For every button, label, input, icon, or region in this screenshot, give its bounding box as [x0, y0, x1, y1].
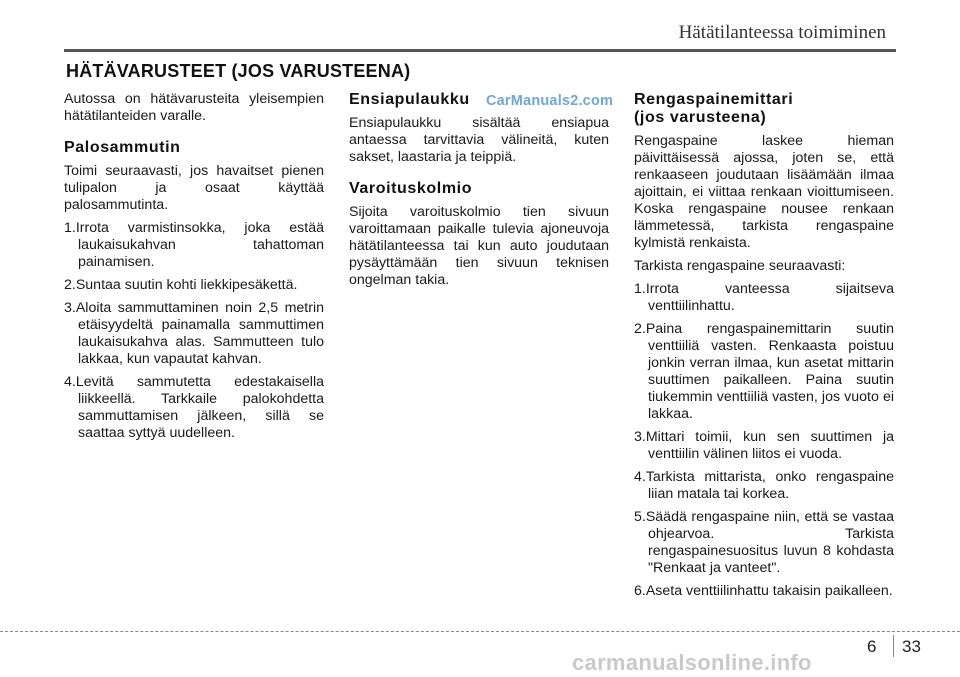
list-item: 5.Säädä rengaspaine niin, että se vastaa ohjearvoa. Tarkista rengaspainesuositus luvun 8 kohdasta "Renkaat ja vanteet".	[634, 509, 894, 576]
tire-gauge-check-intro: Tarkista rengaspaine seuraavasti:	[634, 258, 846, 274]
intro-paragraph: Autossa on hätävarusteita yleisempien hätätilanteiden varalle.	[64, 91, 324, 124]
column-left	[64, 91, 324, 448]
column-right	[634, 91, 894, 606]
heading-tire-gauge-line1: Rengaspainemittari	[634, 91, 794, 108]
column-middle	[349, 91, 609, 295]
fire-extinguisher-paragraph: Toimi seuraavasti, jos havaitset pienen tulipalon ja osaat käyttää palosammutinta.	[64, 163, 324, 213]
chapter-number: 6	[867, 637, 877, 656]
heading-tire-gauge	[634, 91, 894, 127]
section-title: HÄTÄVARUSTEET (JOS VARUSTEENA)	[66, 61, 411, 81]
heading-first-aid-kit: Ensiapulaukku	[349, 91, 470, 108]
page-number-divider	[893, 635, 894, 657]
list-item: 4.Levitä sammutetta edestakaisella liikkeellä. Tarkkaile palokohdetta sammuttamisen jälkeen, sillä se saattaa syttyä uudelleen.	[64, 374, 324, 441]
footer-rule	[0, 631, 960, 632]
warning-triangle-paragraph: Sijoita varoituskolmio tien sivuun varoittamaan paikalle tulevia ajoneuvoja hätätilanteessa tai kun auto joudutaan pysäyttämään tien sivuun teknisen ongelman takia.	[349, 204, 609, 288]
running-header: Hätätilanteessa toimiminen	[678, 22, 886, 43]
list-item: 1.Irrota vanteessa sijaitseva venttiilinhattu.	[634, 281, 894, 314]
heading-warning-triangle: Varoituskolmio	[349, 180, 473, 197]
heading-tire-gauge-line2: (jos varusteena)	[634, 109, 767, 126]
first-aid-paragraph: Ensiapulaukku sisältää ensiapua antaessa tarvittavia välineitä, kuten sakset, laastaria ja teippiä.	[349, 115, 609, 165]
header-rule	[64, 49, 896, 52]
page-number: 33	[902, 637, 921, 656]
list-item: 1.Irrota varmistinsokka, joka estää laukaisukahvan tahattoman painamisen.	[64, 220, 324, 270]
fire-extinguisher-steps	[64, 220, 324, 442]
list-item: 2.Paina rengaspainemittarin suutin venttiiliä vasten. Renkaasta poistuu jonkin verran ilmaa, kun asetat mittarin suuttimen paikalleen. Paina suutin tiukemmin venttiiliä vasten, jos vuoto ei lakkaa.	[634, 321, 894, 422]
tire-gauge-steps	[634, 281, 894, 600]
heading-fire-extinguisher: Palosammutin	[64, 139, 181, 156]
list-item: 6.Aseta venttiilinhattu takaisin paikalleen.	[634, 583, 893, 599]
list-item: 3.Mittari toimii, kun sen suuttimen ja venttiilin välinen liitos ei vuoda.	[634, 429, 894, 462]
list-item: 3.Aloita sammuttaminen noin 2,5 metrin etäisyydeltä painamalla sammuttimen laukaisukahva alas. Sammutteen tulo lakkaa, kun vapautat kahvan.	[64, 300, 324, 367]
site-watermark: CarManuals2.com	[486, 93, 614, 109]
tire-gauge-paragraph: Rengaspaine laskee hieman päivittäisessä ajossa, joten se, että renkaaseen joudutaan lisäämään ilmaa ajoittain, ei viittaa renkaan vioittumiseen. Koska rengaspaine nousee renkaan lämmetessä, tarkista rengaspaine kylmistä renkaista.	[634, 133, 894, 251]
list-item: 4.Tarkista mittarista, onko rengaspaine liian matala tai korkea.	[634, 469, 894, 502]
footer-watermark: carmanualsonline.info	[572, 650, 812, 675]
list-item: 2.Suntaa suutin kohti liekkipesäkettä.	[64, 277, 298, 293]
